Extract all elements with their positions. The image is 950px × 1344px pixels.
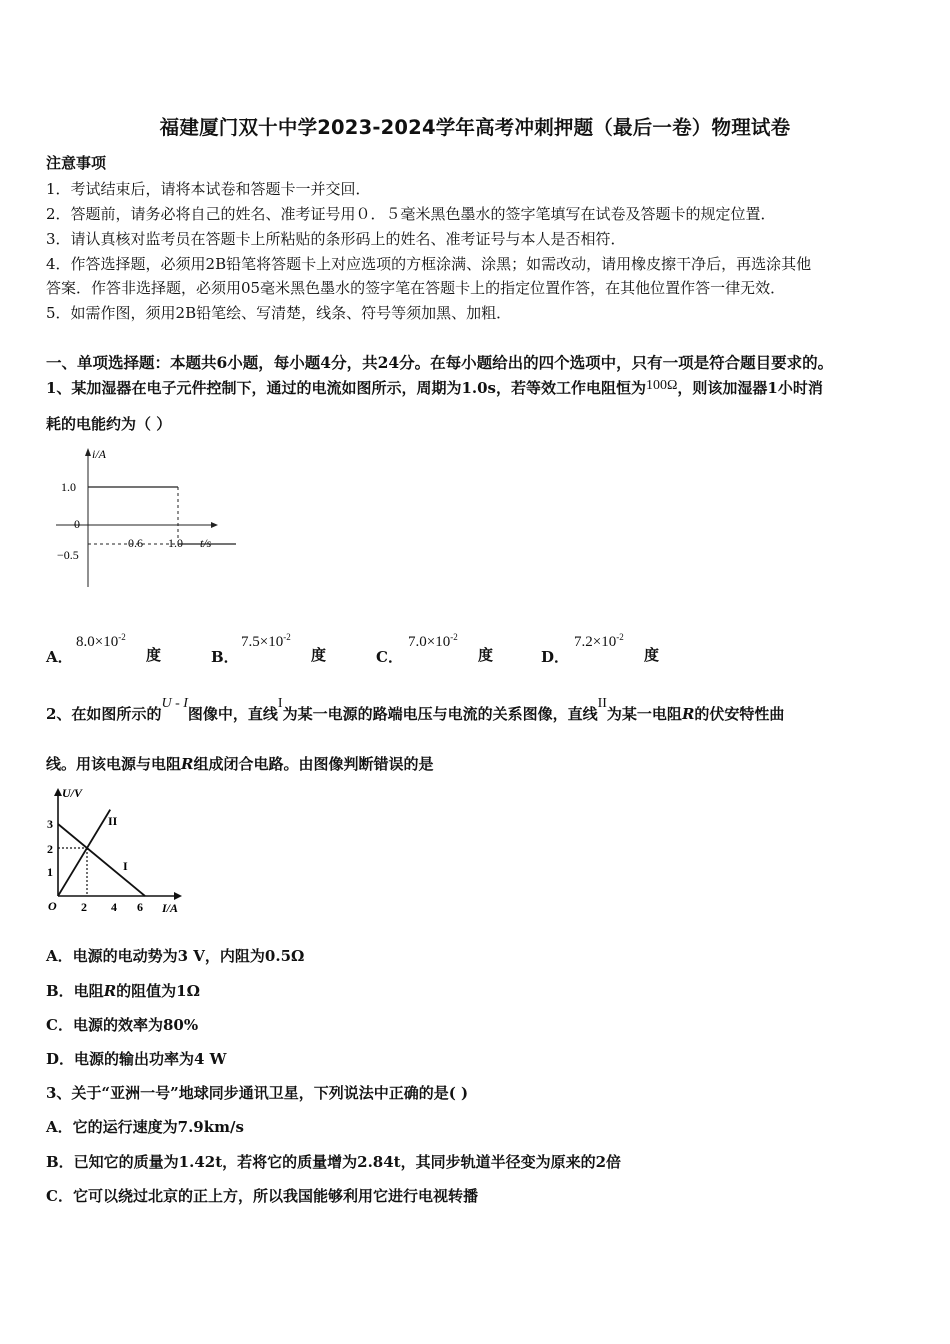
q1-series: [88, 487, 236, 544]
q1-resistance: 100Ω: [645, 378, 678, 393]
q1-x-tick: 0.6: [128, 536, 143, 550]
q2-y-tick: 2: [47, 842, 53, 856]
q1-text-a: 1、某加湿器在电子元件控制下，通过的电流如图所示，周期为1.0s，若等效工作电阻恒为: [46, 379, 646, 397]
q2-text: 为某一电阻: [606, 705, 682, 723]
option-unit: 度: [478, 646, 494, 664]
page-title: 福建厦门双十中学2023-2024学年高考冲刺押题（最后一卷）物理试卷: [159, 116, 791, 139]
q1-y-label: i/A: [92, 447, 106, 461]
q2-option-c[interactable]: C．电源的效率为80%: [46, 1016, 199, 1034]
option-text: B．电阻: [46, 982, 104, 1000]
q2-ui-symbol: U - I: [161, 696, 188, 711]
option-unit: 度: [146, 646, 162, 664]
option-value: [241, 632, 291, 651]
option-exponent: -2: [616, 632, 624, 642]
notice-item: 1．考试结束后，请将本试卷和答题卡一并交回．: [46, 180, 371, 198]
q2-option-b[interactable]: [46, 980, 200, 1001]
q1-stem-line2: 耗的电能约为（ ）: [46, 415, 172, 433]
q1-y-tick: −0.5: [57, 548, 79, 562]
q3-option-b[interactable]: B．已知它的质量为1.42t，若将它的质量增为2.84t，其同步轨道半径变为原来的2倍: [46, 1153, 622, 1171]
section-heading: 一、单项选择题：本题共6小题，每小题4分，共24分。在每小题给出的四个选项中，只有一项是符合题目要求的。: [46, 353, 834, 372]
option-value: [76, 632, 126, 651]
option-unit: 度: [644, 646, 660, 664]
q2-text: 线。用该电源与电阻: [46, 755, 182, 773]
option-mantissa: 7.2×10: [574, 634, 617, 650]
q2-x-arrow: [174, 892, 182, 900]
q2-r-symbol: R: [681, 705, 695, 723]
q1-y-tick: 0: [74, 517, 80, 531]
q2-line2-symbol: II: [597, 696, 607, 711]
q2-origin: O: [48, 899, 57, 913]
option-value: [408, 632, 458, 651]
q2-x-tick: 6: [137, 900, 143, 914]
q2-text: 组成闭合电路。由图像判断错误的是: [193, 755, 434, 773]
q2-r-symbol: R: [181, 755, 194, 773]
q3-option-a[interactable]: A．它的运行速度为7.9km/s: [46, 1118, 244, 1136]
notice-item: 4．作答选择题，必须用2B铅笔将答题卡上对应选项的方框涂满、涂黑；如需改动，请用橡皮擦干净后，再选涂其他: [46, 255, 812, 273]
option-value: [574, 632, 624, 651]
q2-text: 为某一电源的路端电压与电流的关系图像，直线: [282, 705, 598, 723]
option-label: A．: [46, 648, 73, 666]
q1-text-b: ，则该加湿器1小时消: [677, 379, 823, 397]
q2-ui-graph: [44, 784, 194, 924]
notice-heading: 注意事项: [46, 154, 107, 172]
option-exponent: -2: [118, 632, 126, 642]
option-mantissa: 7.0×10: [408, 634, 451, 650]
q2-x-tick: 2: [81, 900, 87, 914]
q2-series: [58, 810, 145, 896]
option-label: C．: [376, 648, 403, 666]
notice-item: 答案．作答非选择题，必须用05毫米黑色墨水的签字笔在答题卡上的指定位置作答，在其他位置作答一律无效．: [46, 279, 786, 297]
q2-y-arrow: [54, 788, 62, 796]
q1-options: [46, 632, 906, 672]
q2-line-ii: [58, 810, 110, 896]
q1-y-tick: 1.0: [61, 480, 76, 494]
q2-text: 图像中，直线: [187, 705, 278, 723]
q2-x-tick: 4: [111, 900, 117, 914]
option-exponent: -2: [283, 632, 291, 642]
q1-stem-line1: [46, 377, 823, 398]
q2-series-label-ii: II: [108, 814, 118, 828]
q1-current-graph: [46, 442, 236, 592]
q2-option-a[interactable]: A．电源的电动势为3 V，内阻为0.5Ω: [46, 947, 305, 965]
q2-line1-symbol: I: [277, 696, 283, 711]
q2-r-symbol: R: [103, 982, 117, 1000]
q2-option-d[interactable]: D．电源的输出功率为4 W: [46, 1050, 227, 1068]
q1-x-tick: 1.0: [168, 536, 183, 550]
option-mantissa: 7.5×10: [241, 634, 284, 650]
option-exponent: -2: [450, 632, 458, 642]
option-text: 的阻值为1Ω: [116, 982, 200, 1000]
q2-stem-line1: [46, 696, 785, 724]
q2-stem-line2: [46, 753, 434, 774]
option-label: D．: [541, 648, 570, 666]
q2-text: 2、在如图所示的: [46, 705, 162, 723]
notice-item: 3．请认真核对监考员在答题卡上所粘贴的条形码上的姓名、准考证号与本人是否相符．: [46, 230, 626, 248]
q2-y-label: U/V: [62, 786, 83, 800]
option-label: B．: [211, 648, 239, 666]
q2-y-tick: 1: [47, 865, 53, 879]
q2-series-label-i: I: [123, 859, 128, 873]
q2-x-label: I/A: [162, 901, 179, 915]
option-mantissa: 8.0×10: [76, 634, 119, 650]
notice-item: 5．如需作图，须用2B铅笔绘、写清楚，线条、符号等须加黑、加粗．: [46, 304, 512, 322]
q3-option-c[interactable]: C．它可以绕过北京的正上方，所以我国能够利用它进行电视转播: [46, 1187, 478, 1205]
q1-x-arrow: [211, 522, 218, 528]
option-unit: 度: [311, 646, 327, 664]
q2-line-i: [58, 824, 145, 896]
q1-x-label: t/s: [200, 536, 212, 550]
q2-text: 的伏安特性曲: [694, 705, 785, 723]
notice-item: 2．答题前，请务必将自己的姓名、准考证号用０．５毫米黑色墨水的签字笔填写在试卷及答题卡的规定位置．: [46, 205, 776, 223]
q1-y-arrow: [85, 448, 91, 456]
q3-stem: 3、关于“亚洲一号”地球同步通讯卫星，下列说法中正确的是( ): [46, 1084, 469, 1102]
q2-y-tick: 3: [47, 817, 53, 831]
